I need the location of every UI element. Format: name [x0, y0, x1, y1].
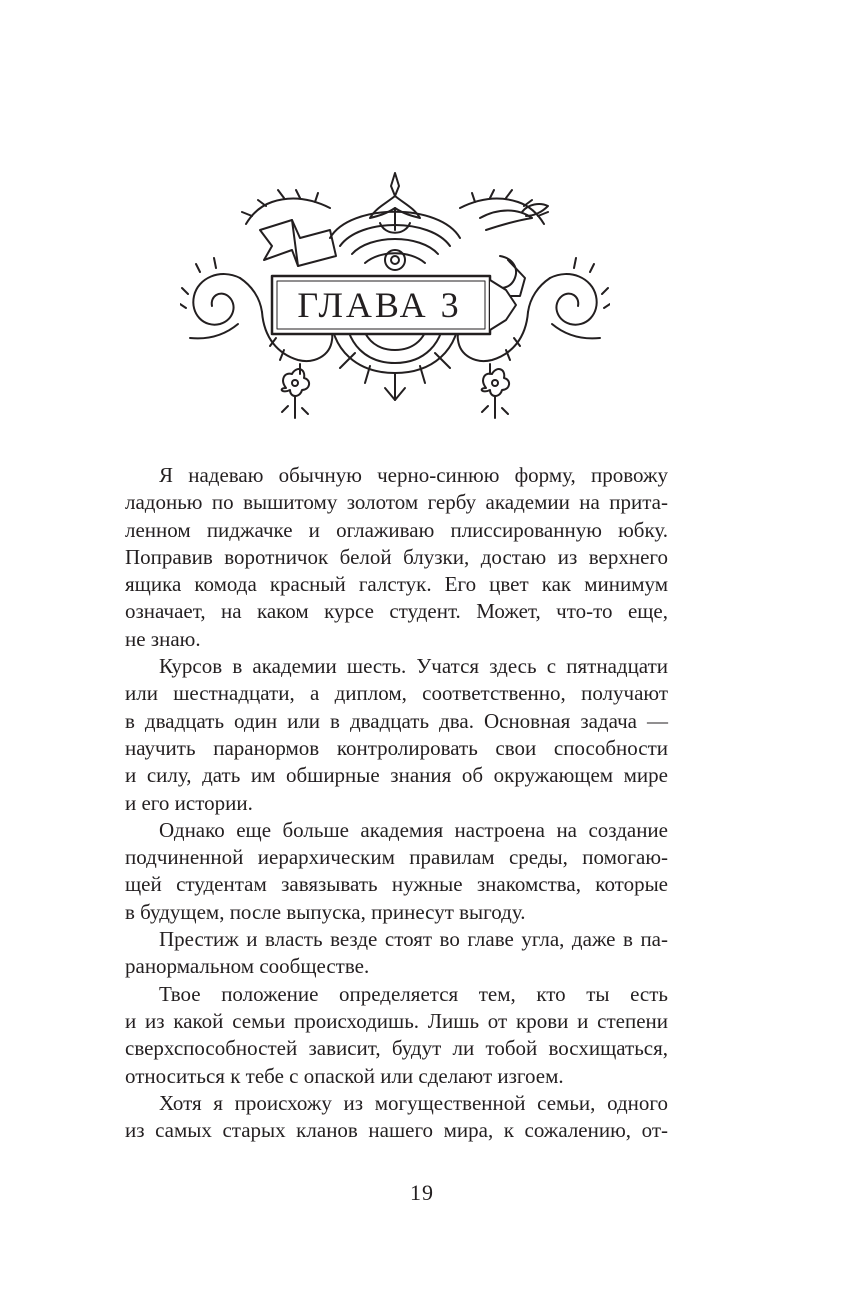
chapter-title: ГЛАВА 3 — [297, 285, 462, 325]
text-line: Однако еще больше академия настроена на создание — [159, 817, 668, 842]
page-number: 19 — [410, 1180, 434, 1205]
text-line: в двадцать один или в двадцать два. Основная задача — — [125, 708, 668, 733]
text-line: Хотя я происхожу из могущественной семьи, одного — [159, 1090, 668, 1115]
text-line: или шестнадцати, а диплом, соответственно, получают — [125, 681, 668, 706]
text-line: научить паранормов контролировать свои способности — [125, 735, 668, 760]
text-line: Я надеваю обычную черно-синюю форму, провожу — [159, 463, 668, 487]
text-line: и его истории. — [125, 790, 253, 815]
text-line: ранормальном сообществе. — [125, 954, 370, 979]
text-line: Курсов в академии шесть. Учатся здесь с пятнадцати — [159, 654, 668, 679]
text-line: из самых старых кланов нашего мира, к сожалению, от- — [125, 1118, 668, 1143]
text-line: ленном пиджачке и оглаживаю плиссированную юбку. — [125, 517, 668, 542]
text-line: Престиж и власть везде стоят во главе угла, даже в па- — [159, 927, 668, 952]
text-line: подчиненной иерархическим правилам среды, помогаю- — [125, 845, 668, 870]
text-line: означает, на каком курсе студент. Может, что-то еще, — [125, 599, 668, 624]
text-line: не знаю. — [125, 626, 201, 651]
text-line: относиться к тебе с опаской или сделают изгоем. — [125, 1063, 564, 1088]
text-line: Поправив воротничок белой блузки, достаю из верхнего — [125, 544, 668, 569]
text-line: Твое положение определяется тем, кто ты есть — [159, 981, 668, 1006]
body-text — [125, 462, 668, 1144]
text-line: ладонью по вышитому золотом гербу академии на прита- — [125, 490, 668, 515]
text-line: и силу, дать им обширные знания об окружающем мире — [125, 763, 668, 788]
text-line: ящика комода красный галстук. Его цвет как минимум — [125, 572, 668, 597]
text-line: и из какой семьи происходишь. Лишь от крови и степени — [125, 1008, 668, 1033]
text-line: щей студентам завязывать нужные знакомства, которые — [125, 872, 668, 897]
text-line: сверхспособностей зависит, будут ли тобой восхищаться, — [125, 1036, 668, 1061]
text-line: в будущем, после выпуска, принесут выгоду. — [125, 899, 526, 924]
